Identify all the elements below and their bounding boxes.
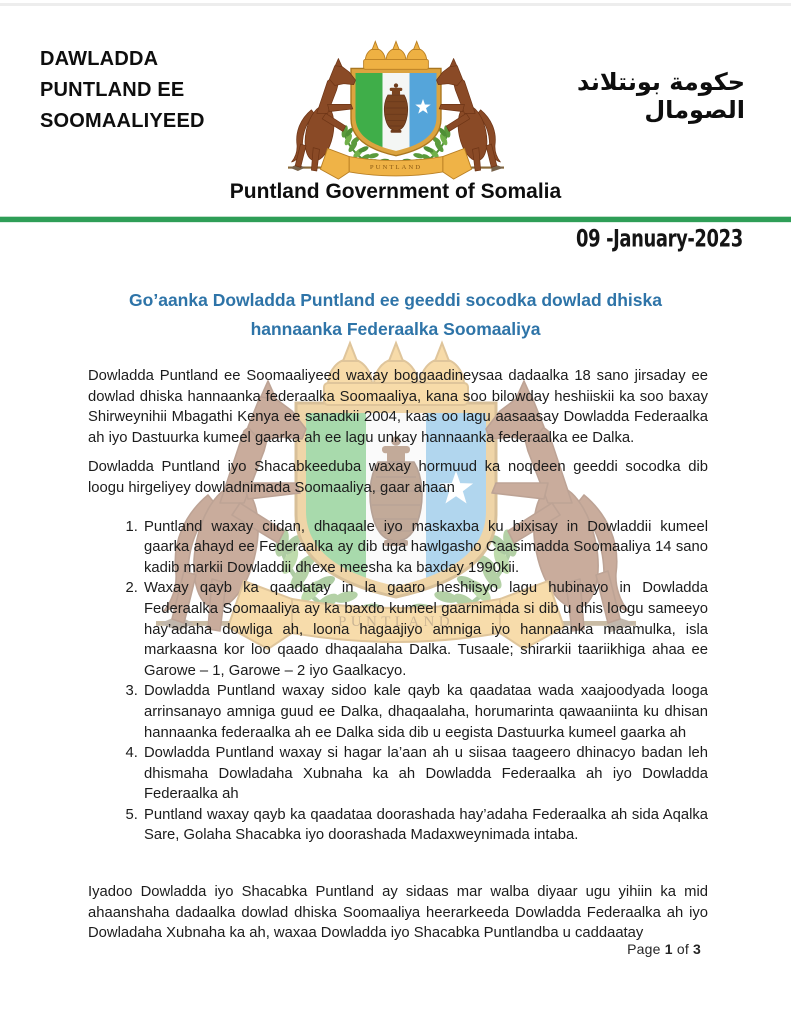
org-name-somali: DAWLADDA PUNTLAND EE SOOMAALIYEED (40, 48, 205, 132)
scan-artifact (0, 3, 791, 6)
gov-title-english: Puntland Government of Somalia (229, 180, 562, 203)
list-item-2: 2. Waxay qayb ka qaadatay in la gaaro heshiisyo lagu hubinayo in Dowladda Federaalka Soomaaliya ay ka baxdo kumeel gaarnimada si dib u dhis loogu sameeyo hay’adaha dowliga ah, loona hagaajiyo amniga iyo hannaanka maamulka, isla markaasna kor loo qaado dhaqaalaha Dalka. Tusaale; shirarkii taariikhiga ahaa ee Garowe – 1, Garowe – 2 iyo Gaalkacyo. (142, 578, 708, 681)
closing-paragraph: Iyadoo Dowladda iyo Shacabka Puntland ay sidaas mar walba diyaar ugu yihiin ka mid ahaanshaha dadaalka dowlad dhiska Soomaaliya heerarkeeda Dowladda Federaalka ah iyo Dowladaha Xubnaha ka ah, waxaa Dowladda iyo Shacabka Puntlandba u caddaatay (88, 884, 708, 942)
list-item-4: 4. Dowladda Puntland waxay si hagar la’aan ah u siisaa taageero dhinacyo badan leh dhismaha Dowladaha Xubnaha ka ah Dowladda Federaalka ah iyo Dowladda Federaalka ah (142, 743, 708, 805)
resolution-list (88, 517, 708, 847)
paragraph-1: Dowladda Puntland ee Soomaaliyeed waxay boggaadineysaa dadaalka 18 sano jirsaday ee dowlad dhiska hannaanka federaalka Soomaaliya, kana soo bilowday heshiiskii ka soo baxay Shirweynihii Mbagathi Kenya ee sanadkii 2004, kaas oo lagu aasaasay Dowladda Federaalka ah iyo Dastuurka kumeel gaarka ah ee lagu unkay hannaanka federaalka ee Dalka. (88, 368, 708, 446)
paragraph-2: Dowladda Puntland iyo Shacabkeeduba waxay hormuud ka noqdeen geeddi socodka dib loogu hirgeliyey dowladnimada Soomaaliya, gaar ahaan (88, 459, 708, 496)
list-item-1: 1. Puntland waxay ciidan, dhaqaale iyo maskaxba ku bixisay in Dowladdii kumeel gaarka ahayd ee Federaalka ay dib uga hawlgasho Caasimadda Soomaaliya 14 sano kadib markii Dowladdii dhexe meesha ka baxday 1990kii. (142, 517, 708, 579)
list-item-3: 3. Dowladda Puntland waxay sidoo kale qayb ka qaadataa wada xaajoodyada looga arrinsanayo amniga guud ee Dalka, dhaqaalaha, horumarinta qawaaniinta ku dhisan hannaanka federaalka ah ee Dalka sida dib u eegista Dastuurka kumeel gaarka ah (142, 681, 708, 743)
of-label: of (676, 941, 689, 957)
page-footer (627, 941, 701, 957)
page-total: 3 (693, 941, 701, 957)
page-label: Page (627, 941, 661, 957)
document-date-text: 09 -January-2023 (576, 225, 743, 253)
page-number: 1 (664, 941, 673, 957)
green-divider (0, 216, 791, 223)
document-title: Go’aanka Dowladda Puntland ee geeddi socodka dowlad dhiska hannaanka Federaalka Soomaaliya (129, 290, 662, 339)
document-date (529, 226, 743, 252)
list-item-5: 5. Puntland waxay qayb ka qaadataa doorashada hay’adaha Federaalka ah sida Aqalka Sare, Golaha Shacabka iyo doorashada Madaxweynimada intaba. (142, 805, 708, 846)
org-name-arabic: حكومة بونتلاند الصومال (576, 68, 745, 124)
document-body (88, 366, 708, 944)
puntland-coat-of-arms-icon (288, 36, 504, 189)
